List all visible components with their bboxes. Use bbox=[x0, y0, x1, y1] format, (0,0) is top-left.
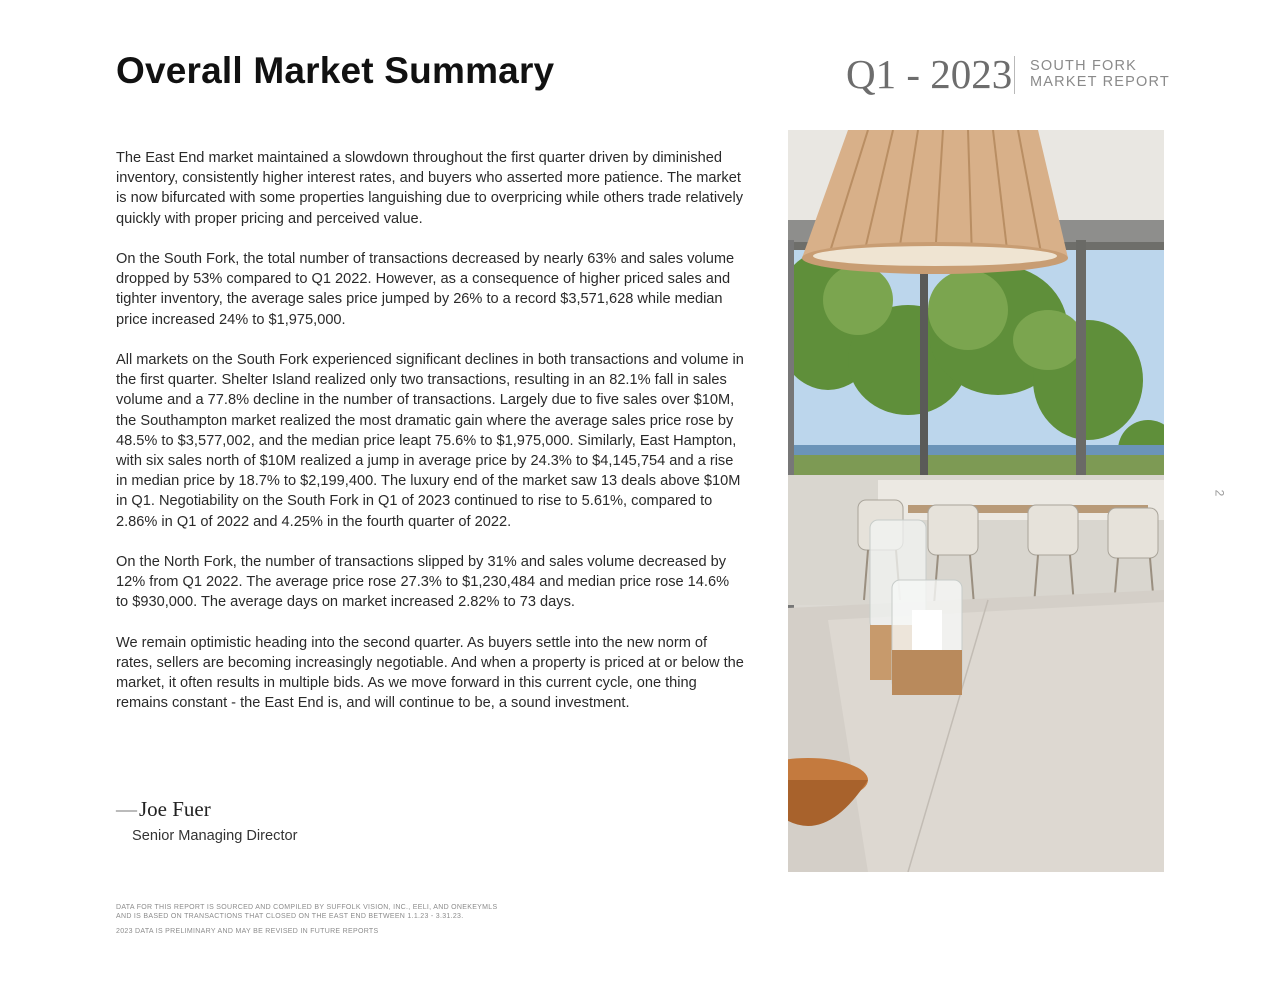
signature-title: Senior Managing Director bbox=[132, 828, 298, 844]
paragraph-5: We remain optimistic heading into the second quarter. As buyers settle into the new norm of rates, sellers are becoming increasingly negotiable. And when a property is priced at or below the market, it often results in multiple bids. As we move forward in this current cycle, one thing remains constant - the East End is, and will continue to be, a sound investment. bbox=[116, 634, 744, 712]
paragraph-3: All markets on the South Fork experienced significant declines in both transactions and volume in the first quarter. Shelter Island realized only two transactions, resulting in an 82.1% fall in sales volume and a 77.8% decline in the number of transactions. Largely due to five sales over $10M, the Southampton market realized the most dramatic gain where the average sales price rose by 48.5% to $3,577,002, and the median price leapt 75.6% to $1,975,000. Similarly, East Hampton, with six sales north of $10M realized a jump in average price by 24.3% to $4,145,754 and a rise in median price by 18.7% to $2,199,400. The luxury end of the market saw 13 deals above $10M in Q1. Negotiability on the South Fork in Q1 of 2023 continued to rise to 5.61%, compared to 2.86% in Q1 of 2022 and 4.25% in the fourth quarter of 2022. bbox=[116, 352, 744, 530]
footnote-line-1: DATA FOR THIS REPORT IS SOURCED AND COMPILED BY SUFFOLK VISION, INC., EELI, AND ONEKEYMLS bbox=[116, 904, 498, 911]
header-divider bbox=[1014, 56, 1015, 94]
footnote-line-2: AND IS BASED ON TRANSACTIONS THAT CLOSED ON THE EAST END BETWEEN 1.1.23 - 3.31.23. bbox=[116, 913, 464, 920]
paragraph-2: On the South Fork, the total number of transactions decreased by nearly 63% and sales volume dropped by 53% compared to Q1 2022. However, as a consequence of higher priced sales and tighter inventory, the average sales price jumped by 26% to a record $3,571,628 while median price increased 24% to $1,975,000. bbox=[116, 251, 735, 328]
footnotes bbox=[116, 903, 616, 936]
signature-dash: — bbox=[116, 797, 137, 821]
summary-body bbox=[116, 148, 744, 734]
paragraph-1: The East End market maintained a slowdown throughout the first quarter driven by diminished inventory, consistently higher interest rates, and buyers who asserted more patience. The market is now bifurcated with some properties languishing due to overpricing while others trade relatively quickly with proper pricing and perceived value. bbox=[116, 150, 744, 227]
page-title: Overall Market Summary bbox=[116, 50, 555, 91]
quarter-label: Q1 - 2023 bbox=[846, 51, 1013, 97]
report-name-line-1: SOUTH FORK bbox=[1030, 58, 1138, 74]
paragraph-4: On the North Fork, the number of transactions slipped by 31% and sales volume decreased by 12% from Q1 2022. The average price rose 27.3% to $1,230,484 and median price rose 14.6% to $930,000. The average days on market increased 2.82% to 73 days. bbox=[116, 554, 730, 611]
signature-name-line bbox=[116, 796, 297, 822]
page-number: 2 bbox=[1212, 489, 1227, 497]
signature-name: Joe Fuer bbox=[139, 797, 211, 821]
report-name bbox=[1030, 58, 1170, 90]
report-header bbox=[846, 51, 1170, 97]
interior-photo bbox=[788, 130, 1164, 872]
report-name-line-2: MARKET REPORT bbox=[1030, 74, 1170, 90]
signature-block bbox=[116, 796, 297, 846]
footnote-line-3: 2023 DATA IS PRELIMINARY AND MAY BE REVISED IN FUTURE REPORTS bbox=[116, 928, 379, 935]
